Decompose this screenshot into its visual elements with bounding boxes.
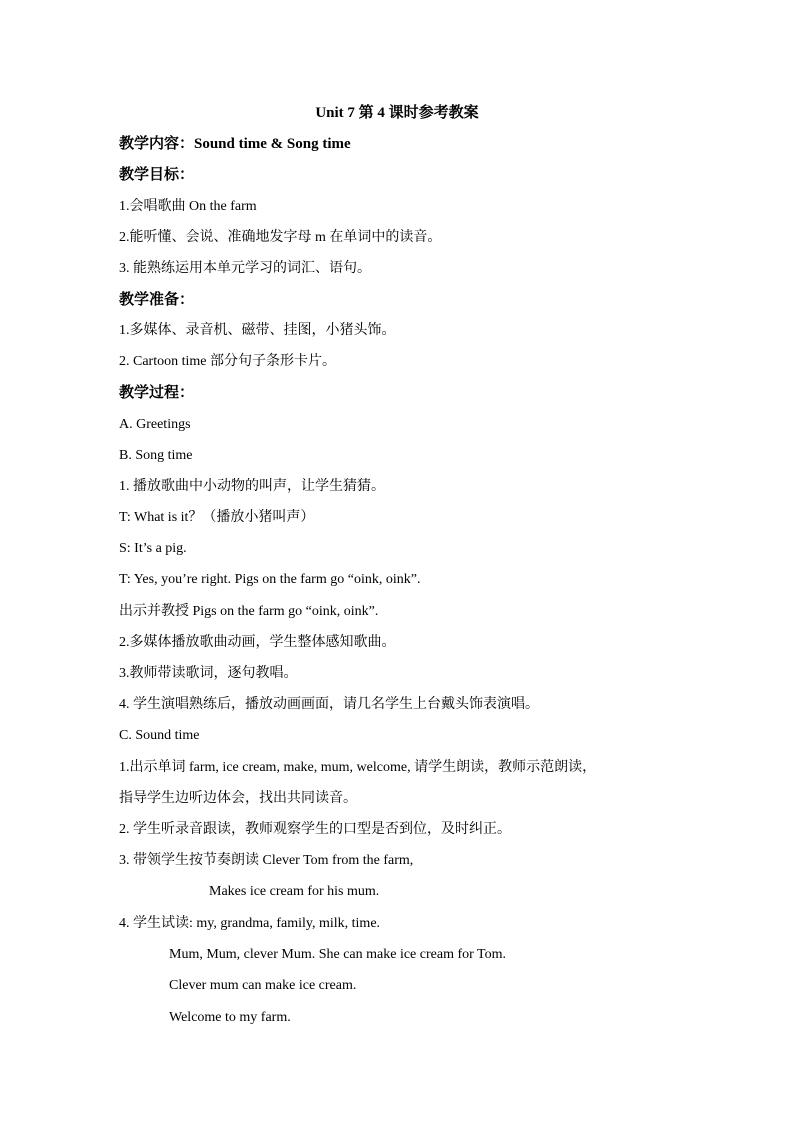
process-line: 2.多媒体播放歌曲动画，学生整体感知歌曲。	[119, 635, 396, 650]
process-line: T: Yes, you’re right. Pigs on the farm go “oink, oink”.	[119, 572, 421, 587]
process-line: Mum, Mum, clever Mum. She can make ice cream for Tom.	[169, 947, 506, 962]
prep-item: 2. Cartoon time 部分句子条形卡片。	[119, 354, 336, 369]
process-line: Clever mum can make ice cream.	[169, 978, 357, 993]
process-line: 2. 学生听录音跟读，教师观察学生的口型是否到位，及时纠正。	[119, 822, 511, 837]
process-line: 3. 带领学生按节奏朗读 Clever Tom from the farm,	[119, 853, 414, 868]
goal-item: 3. 能熟练运用本单元学习的词汇、语句。	[119, 261, 371, 276]
goals-heading: 教学目标：	[119, 167, 195, 183]
process-line: Makes ice cream for his mum.	[209, 884, 380, 899]
process-line: 1. 播放歌曲中小动物的叫声，让学生猜猜。	[119, 479, 385, 494]
process-line: T: What is it？（播放小猪叫声）	[119, 510, 315, 525]
process-line: 4. 学生演唱熟练后，播放动画画面，请几名学生上台戴头饰表演唱。	[119, 697, 539, 712]
prep-item: 1.多媒体、录音机、磁带、挂图，小猪头饰。	[119, 323, 396, 338]
process-line: Welcome to my farm.	[169, 1010, 291, 1025]
process-line: 1.出示单词 farm, ice cream, make, mum, welcome, 请学生朗读，教师示范朗读，	[119, 760, 597, 775]
process-line: S: It’s a pig.	[119, 541, 187, 556]
process-step-a: A. Greetings	[119, 417, 191, 432]
goal-item: 1.会唱歌曲 On the farm	[119, 199, 257, 214]
process-line: 出示并教授 Pigs on the farm go “oink, oink”.	[119, 604, 379, 619]
process-line: 3.教师带读歌词，逐句教唱。	[119, 666, 298, 681]
process-step-c: C. Sound time	[119, 728, 200, 743]
process-step-b: B. Song time	[119, 448, 193, 463]
process-line: 指导学生边听边体会，找出共同读音。	[119, 791, 357, 806]
process-heading: 教学过程：	[119, 385, 195, 401]
process-line: 4. 学生试读: my, grandma, family, milk, time.	[119, 916, 381, 931]
content-heading: 教学内容：Sound time & Song time	[119, 136, 351, 152]
prep-heading: 教学准备：	[119, 292, 195, 308]
page-title: Unit 7 第 4 课时参考教案	[315, 105, 479, 121]
goal-item: 2.能听懂、会说、准确地发字母 m 在单词中的读音。	[119, 230, 442, 245]
